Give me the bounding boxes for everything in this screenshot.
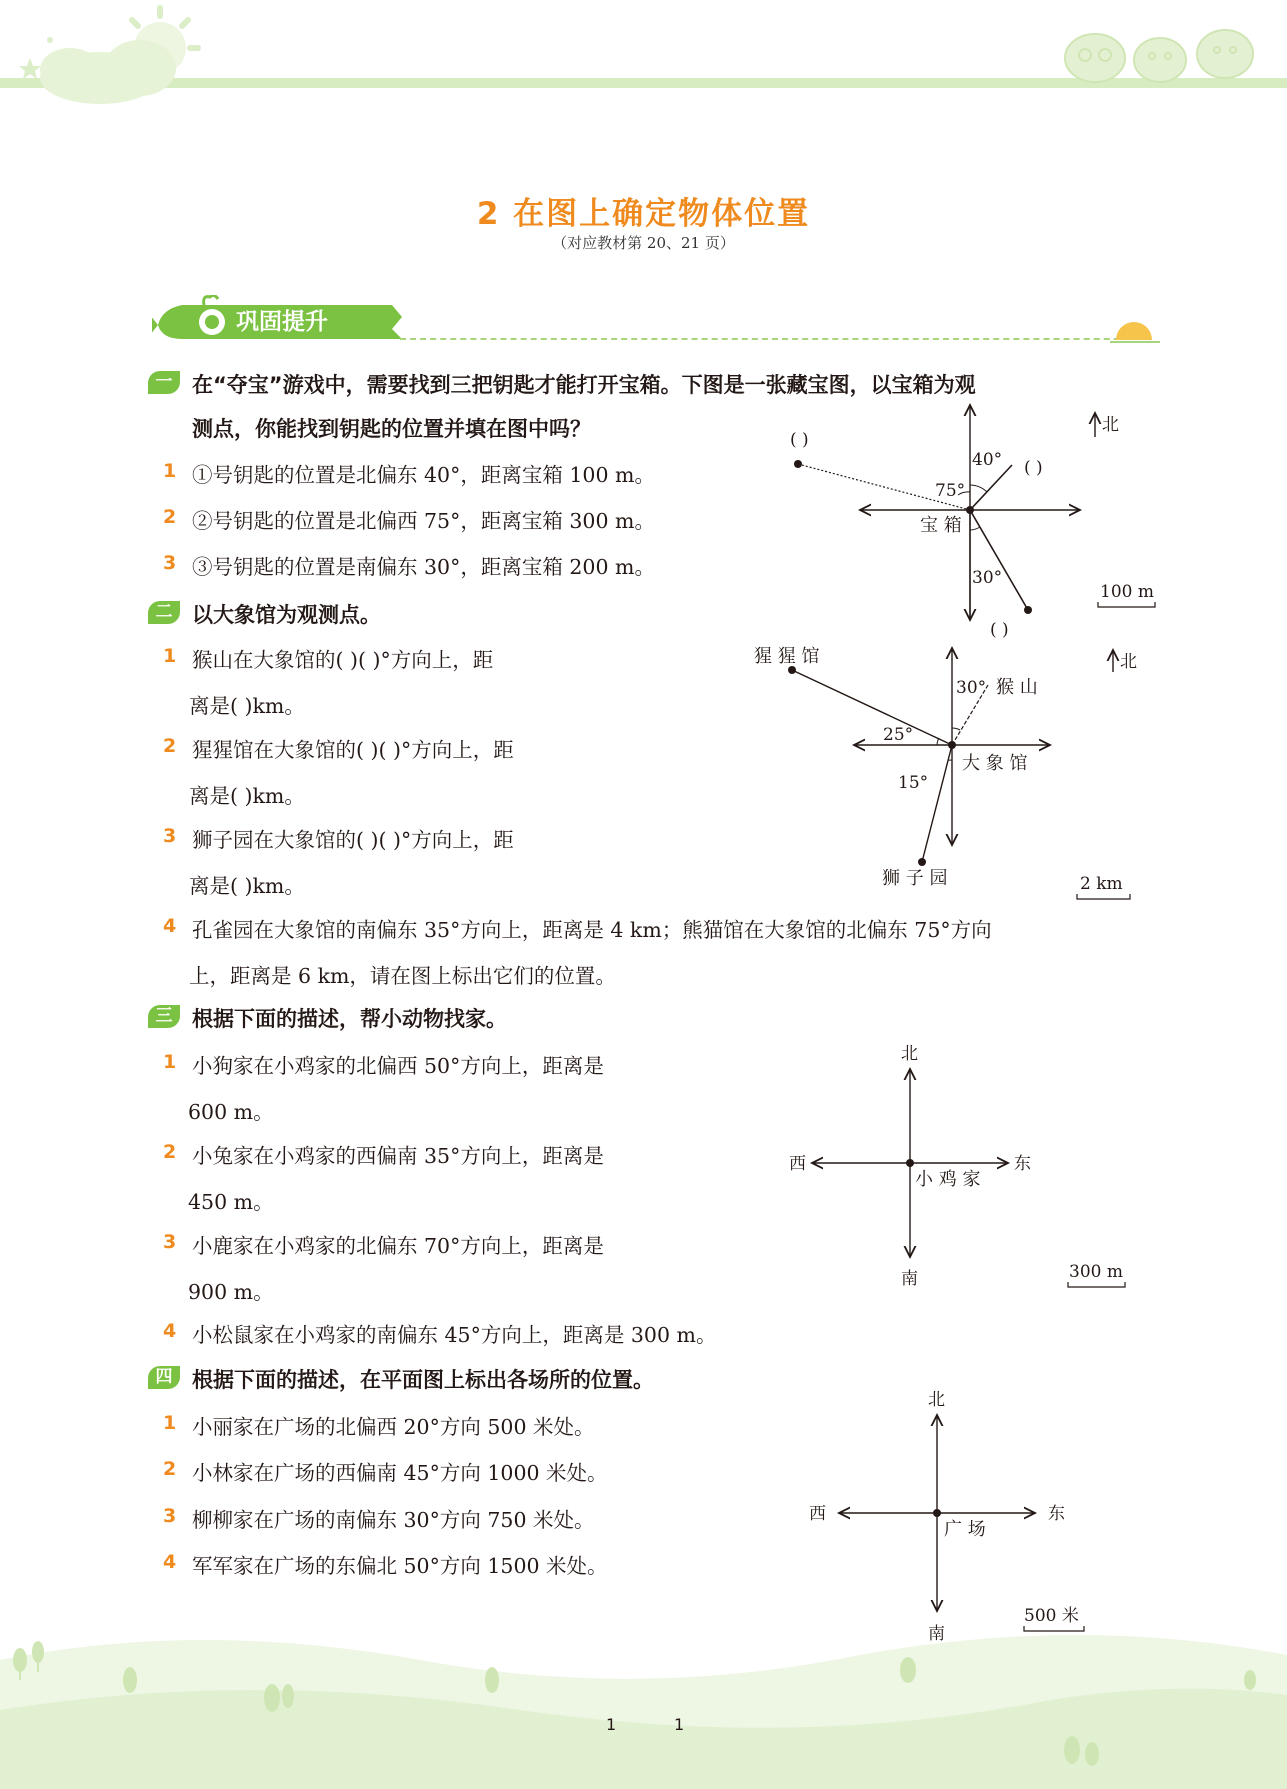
q2-center-label: 大 象 馆: [962, 753, 1028, 774]
q1-scale-bar: [1098, 602, 1155, 607]
page-number-left: 1: [606, 1715, 617, 1734]
q2-monkey-label: 猴 山: [996, 677, 1038, 698]
q2-item-3-num: 3: [163, 825, 177, 847]
q4-item-4-num: 4: [163, 1551, 177, 1573]
q2-item-2-num: 2: [163, 735, 177, 757]
q4-item-4-text: 军军家在广场的东偏北 50°方向 1500 米处。: [192, 1554, 608, 1578]
q3-diagram: [780, 1035, 1140, 1295]
q1-center-dot: [966, 506, 974, 514]
q1-north-label: 北: [1102, 415, 1119, 435]
q3-north-label: 北: [901, 1044, 918, 1064]
q4-center-label: 广 场: [944, 1519, 986, 1540]
q3-badge: 三: [148, 1005, 180, 1028]
q2-diagram: [750, 640, 1150, 900]
q1-blank-se: ( ): [990, 620, 1009, 640]
q4-east-label: 东: [1048, 1504, 1065, 1524]
q1-key-3-dot: [1024, 606, 1032, 614]
q4-badge: 四: [148, 1366, 180, 1389]
q4-item-2-text: 小林家在广场的西偏南 45°方向 1000 米处。: [192, 1461, 608, 1485]
q1-angle-ne: 40°: [972, 450, 1003, 470]
q2-scale-label: 2 km: [1080, 874, 1123, 894]
q3-item-4-num: 4: [163, 1320, 177, 1342]
q1-badge: 一: [148, 371, 180, 394]
q2-ray-lion: [922, 745, 952, 862]
q2-angle-arc-ape: [937, 738, 939, 745]
q1-angle-se: 30°: [972, 568, 1003, 588]
q1-scale-label: 100 m: [1100, 582, 1154, 602]
q2-angle-lion: 15°: [898, 773, 929, 793]
q4-scale-label: 500 米: [1024, 1606, 1079, 1626]
q4-north-label: 北: [928, 1390, 945, 1410]
q1-ray-se: [970, 510, 1028, 610]
q3-item-1-line2: 600 m。: [188, 1100, 274, 1124]
section-divider: [400, 338, 1150, 340]
q2-angle-monkey: 30°: [956, 678, 987, 698]
header-decoration: [0, 0, 1287, 120]
q3-item-2-line2: 450 m。: [188, 1190, 274, 1214]
q4-south-label: 南: [928, 1624, 945, 1644]
q2-ray-ape: [792, 670, 952, 745]
q2-angle-ape: 25°: [883, 725, 914, 745]
q2-item-4-line2: 上，距离是 6 km，请在图上标出它们的位置。: [189, 964, 616, 988]
q2-ape-dot: [788, 666, 796, 674]
q2-item-2-line1: 猩猩馆在大象馆的( )( )°方向上，距: [192, 738, 514, 762]
footer-decoration: [0, 1600, 1287, 1789]
q1-item-3-num: 3: [163, 552, 177, 574]
q1-item-2-text: ②号钥匙的位置是北偏西 75°，距离宝箱 300 m。: [192, 509, 655, 533]
q4-west-label: 西: [809, 1504, 826, 1524]
section-label: 巩固提升: [236, 309, 328, 335]
q4-item-2-num: 2: [163, 1458, 177, 1480]
q1-diagram: [780, 395, 1180, 645]
q2-center-dot: [948, 741, 956, 749]
q3-item-3-num: 3: [163, 1231, 177, 1253]
q2-item-3-line2: 离是( )km。: [189, 874, 305, 898]
q3-scale-label: 300 m: [1069, 1262, 1123, 1282]
q2-item-1-line1: 猴山在大象馆的( )( )°方向上，距: [192, 648, 494, 672]
q4-intro: 根据下面的描述，在平面图上标出各场所的位置。: [192, 1368, 654, 1392]
q3-item-1-num: 1: [163, 1051, 177, 1073]
q2-lion-dot: [918, 858, 926, 866]
q1-angle-arc-ne: [970, 485, 987, 492]
q1-intro-line2: 测点，你能找到钥匙的位置并填在图中吗？: [192, 417, 591, 441]
q2-intro: 以大象馆为观测点。: [192, 603, 381, 627]
q2-item-1-num: 1: [163, 645, 177, 667]
q3-scale-bar: [1068, 1282, 1125, 1287]
q3-item-4-line1: 小松鼠家在小鸡家的南偏东 45°方向上，距离是 300 m。: [192, 1323, 717, 1347]
q1-center-label: 宝 箱: [920, 515, 962, 536]
q2-item-3-line1: 狮子园在大象馆的( )( )°方向上，距: [192, 828, 514, 852]
q3-item-3-line2: 900 m。: [188, 1280, 274, 1304]
q1-ray-ne: [970, 465, 1012, 510]
q2-badge: 二: [148, 601, 180, 624]
q1-angle-nw: 75°: [935, 481, 966, 501]
q3-east-label: 东: [1014, 1154, 1031, 1174]
q3-intro: 根据下面的描述，帮小动物找家。: [192, 1007, 507, 1031]
q1-angle-arc-se: [970, 527, 980, 530]
q1-item-1-num: 1: [163, 460, 177, 482]
q1-blank-nw: ( ): [790, 430, 809, 450]
cloud-icon: [40, 40, 176, 104]
q4-center-dot: [933, 1509, 941, 1517]
q1-item-3-text: ③号钥匙的位置是南偏东 30°，距离宝箱 200 m。: [192, 555, 655, 579]
q2-angle-arc-monkey: [952, 728, 960, 730]
q2-item-4-line1: 孔雀园在大象馆的南偏东 35°方向上，距离是 4 km；熊猫馆在大象馆的北偏东 75°方向: [192, 918, 992, 942]
page-title: 2 在图上确定物体位置: [476, 196, 811, 232]
page-number-right: 1: [674, 1715, 685, 1734]
q1-intro-line1: 在“夺宝”游戏中，需要找到三把钥匙才能打开宝箱。下图是一张藏宝图，以宝箱为观: [192, 373, 976, 397]
q1-key-2-dot: [794, 460, 802, 468]
q3-south-label: 南: [901, 1269, 918, 1289]
q2-item-2-line2: 离是( )km。: [189, 784, 305, 808]
q2-north-label: 北: [1120, 652, 1137, 672]
q2-item-1-line2: 离是( )km。: [189, 694, 305, 718]
q1-item-2-num: 2: [163, 506, 177, 528]
q3-center-label: 小 鸡 家: [915, 1169, 981, 1190]
q3-west-label: 西: [789, 1154, 806, 1174]
q3-item-2-line1: 小兔家在小鸡家的西偏南 35°方向上，距离是: [192, 1144, 604, 1168]
q4-item-1-text: 小丽家在广场的北偏西 20°方向 500 米处。: [192, 1415, 595, 1439]
q4-item-1-num: 1: [163, 1412, 177, 1434]
q2-lion-label: 狮 子 园: [882, 868, 948, 889]
q4-item-3-num: 3: [163, 1505, 177, 1527]
q3-item-1-line1: 小狗家在小鸡家的北偏西 50°方向上，距离是: [192, 1054, 604, 1078]
q1-blank-ne: ( ): [1024, 458, 1043, 478]
animal-friends-icon: [1065, 30, 1253, 82]
q3-item-2-num: 2: [163, 1141, 177, 1163]
q2-ape-label: 猩 猩 馆: [754, 646, 820, 667]
q3-center-dot: [906, 1159, 914, 1167]
page-subtitle: （对应教材第 20、21 页）: [552, 234, 735, 252]
q2-item-4-num: 4: [163, 915, 177, 937]
q1-item-1-text: ①号钥匙的位置是北偏东 40°，距离宝箱 100 m。: [192, 463, 655, 487]
q4-item-3-text: 柳柳家在广场的南偏东 30°方向 750 米处。: [192, 1508, 595, 1532]
sunset-icon: [1110, 318, 1160, 348]
q2-scale-bar: [1077, 894, 1130, 899]
q3-item-3-line1: 小鹿家在小鸡家的北偏东 70°方向上，距离是: [192, 1234, 604, 1258]
